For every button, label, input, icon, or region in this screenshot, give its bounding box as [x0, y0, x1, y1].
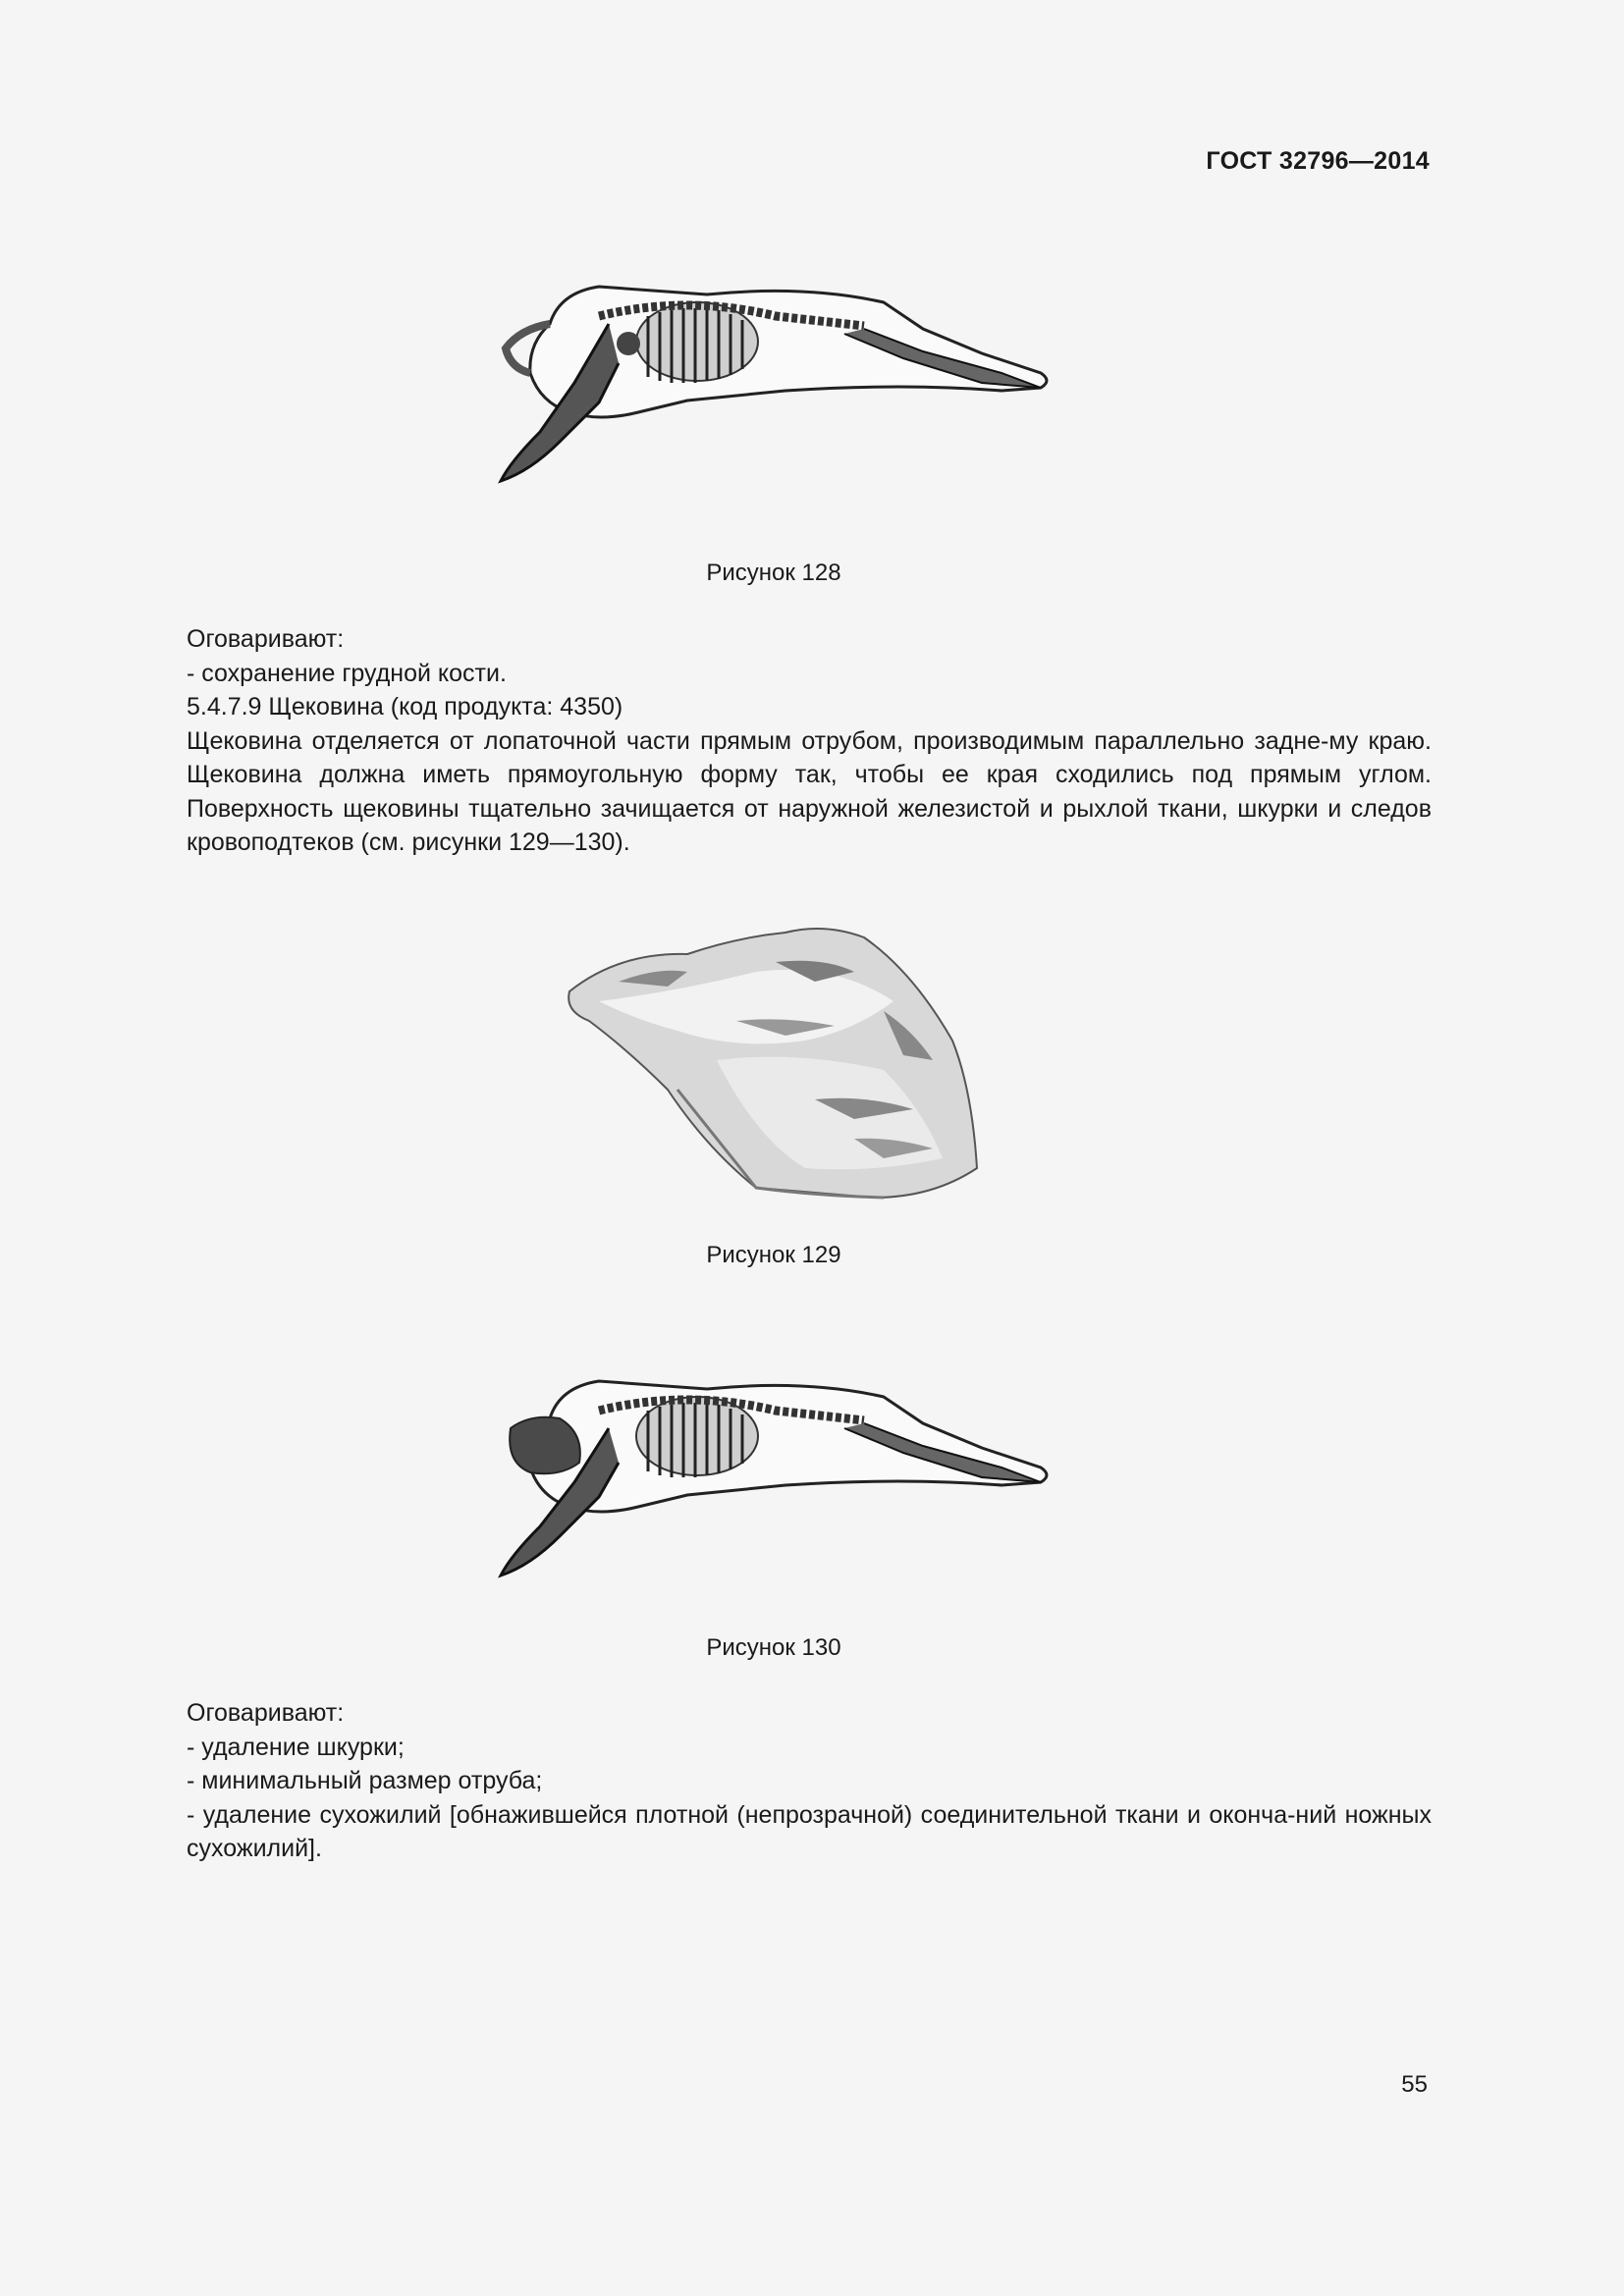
figure-130-caption: Рисунок 130: [706, 1634, 841, 1661]
text-block-1: [116, 622, 1432, 860]
figure-129-caption: Рисунок 129: [706, 1242, 841, 1268]
list-item: - удаление шкурки;: [187, 1733, 405, 1761]
list-item: - минимальный размер отруба;: [187, 1767, 543, 1794]
text-block-2: [116, 1696, 1432, 1866]
section-heading: 5.4.7.9 Щековина (код продукта: 4350): [187, 693, 623, 721]
figure-128-caption: Рисунок 128: [706, 560, 841, 586]
agreed-label: Оговаривают:: [187, 625, 345, 653]
figure-129-meat-cut-image: [560, 913, 992, 1207]
figure-130-carcass-image: [491, 1369, 1060, 1585]
list-item: - сохранение грудной кости.: [187, 659, 507, 687]
figure-128-carcass-image: [491, 275, 1060, 491]
body-paragraph: Щековина отделяется от лопаточной части прямым отрубом, производимым параллельно задне-му краю. Щековина должна иметь прямоугольную форму так, чтобы ее края сходились под прямым углом. Поверхность щековины тщательно зачищается от наружной железистой и рыхлой ткани, шкурки и следов кровоподтеков (см. рисунки 129—130).: [187, 726, 1432, 856]
agreed-label: Оговаривают:: [187, 1699, 345, 1727]
page-number: 55: [1401, 2071, 1428, 2098]
standard-number: ГОСТ 32796—2014: [1206, 147, 1430, 175]
list-item: - удаление сухожилий [обнажившейся плотной (непрозрачной) соединительной ткани и оконча-ний ножных сухожилий].: [187, 1800, 1432, 1862]
